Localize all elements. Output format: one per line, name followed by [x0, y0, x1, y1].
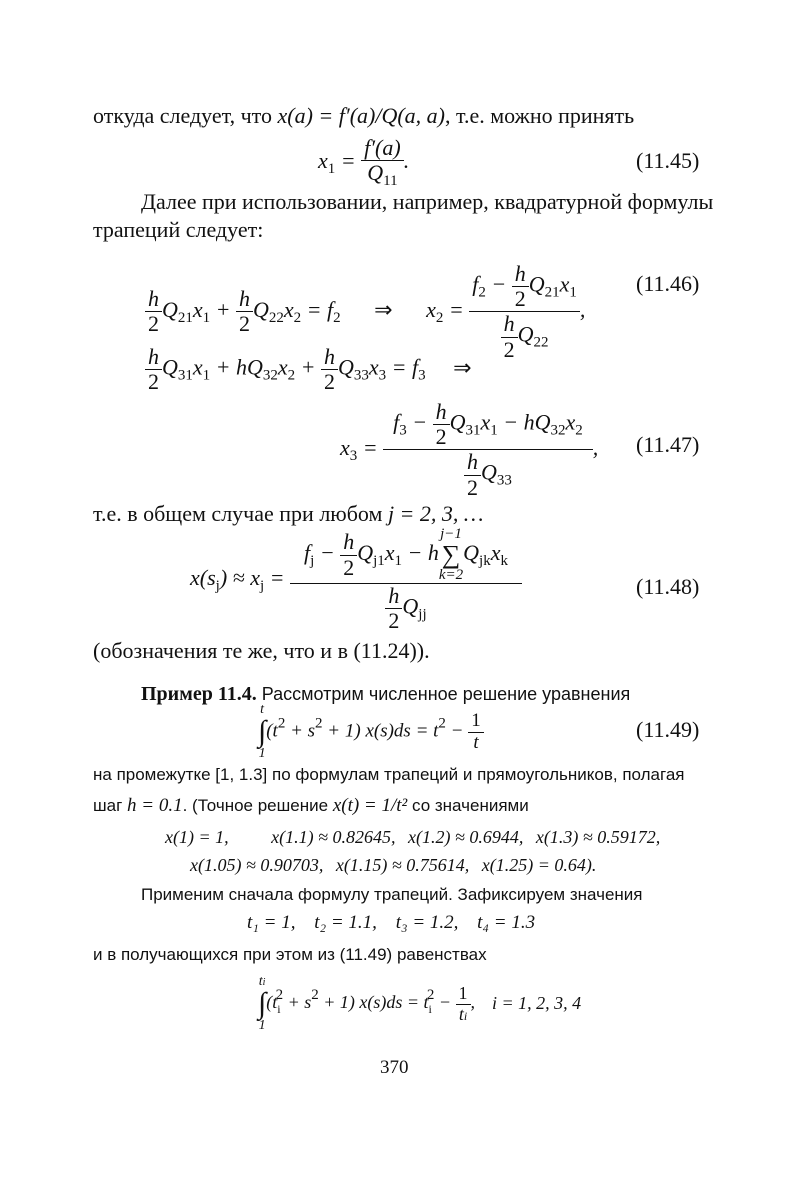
node-t3: t₃ = 1.2,: [395, 912, 459, 933]
step-text: [93, 795, 529, 817]
eq-number-11-47: (11.47): [636, 432, 700, 457]
paragraph-trapezoid: Далее при использовании, например, квадратурной формулы: [141, 189, 714, 214]
page-number: 370: [380, 1057, 409, 1078]
equation-11-45: $x_1$ = $\frac{f'(a)}{Q_{11}}$ .: [318, 135, 410, 190]
equation-final: ti ∫ 1 $(t_i^2 + s^2 + 1) x(s)ds = t_i^2$ − $\frac{1}{ti}$ ,: [258, 974, 475, 1033]
value-x105: x(1.05) ≈ 0.90703,: [190, 855, 324, 875]
general-case-j: j = 2, 3, …: [387, 501, 484, 526]
equation-11-49: t ∫ 1 $(t^2 + s^2 + 1) x(s)ds = t^2$ − $\frac{1}{t}$: [258, 703, 484, 761]
line1-prefix: откуда следует, что: [93, 103, 273, 128]
text-line-1: [93, 103, 634, 129]
equation-11-47-b: $x_3$ = $f_3$ − $\frac{h}{2}$ $Q_{31}x_1 - hQ_{32}x_2$ $\frac{h}{2}$ $Q_{33}$ ,: [340, 399, 599, 500]
nodes-line: [247, 912, 535, 934]
step-value: h = 0.1: [127, 795, 183, 816]
exact-solution: x(t) = 1/t²: [332, 795, 408, 816]
notation-text: (обозначения те же, что и в (11.24)).: [93, 638, 430, 663]
interval-text: на промежутке [1, 1.3] по формулам трапеций и прямоугольников, полагая: [93, 765, 685, 784]
general-case-text: [93, 501, 483, 527]
value-x13: x(1.3) ≈ 0.59172,: [535, 827, 661, 847]
index-range: i = 1, 2, 3, 4: [492, 993, 582, 1013]
example-title: Пример 11.4.: [141, 683, 257, 705]
value-x1: x(1) = 1,: [165, 827, 229, 847]
node-t4: t₄ = 1.3: [477, 912, 536, 933]
node-t1: t₁ = 1,: [247, 912, 296, 933]
example-intro: Рассмотрим численное решение уравнения: [261, 684, 631, 704]
eq-number-11-48: (11.48): [636, 574, 700, 599]
general-case-label: т.е. в общем случае при любом: [93, 501, 383, 526]
equation-11-48: $x(s_j) \approx x_j$ = $f_j$ − $\frac{h}{2}$ $Q_{j1}x_1 - h$ j−1 ∑ k=2 $Q_{jk}x_k$ $\frac{h}{2}$ $Q_{jj}$: [190, 527, 522, 633]
exact-suffix: со значениями: [412, 796, 529, 815]
line1-suffix: , т.е. можно принять: [445, 103, 635, 128]
equation-11-47-a: $\frac{h}{2}$ $Q_{31}x_1 + hQ_{32}x_2$ + $\frac{h}{2}$ $Q_{33}x_3 = f_3$ ⇒: [145, 345, 472, 394]
eq-number-11-46: (11.46): [636, 271, 700, 296]
resulting-text: и в получающихся при этом из (11.49) равенствах: [93, 945, 487, 964]
node-t2: t₂ = 1.1,: [314, 912, 377, 933]
apply-text: Применим сначала формулу трапеций. Зафиксируем значения: [141, 885, 643, 904]
line1-formula: x(a) = f′(a)/Q(a, a): [277, 103, 446, 128]
value-x115: x(1.15) ≈ 0.75614,: [335, 855, 470, 875]
step-prefix: шаг: [93, 796, 123, 815]
equation-11-46: $\frac{h}{2}$ $Q_{21}x_1$ + $\frac{h}{2}$ $Q_{22}x_2 = f_2$ ⇒ $x_2$ = $f_2$ − $\frac{h}{2}$ $Q_{21}x_1$ $\frac{h}{2}$ $Q_{22}$ ,: [145, 262, 585, 362]
value-x12: x(1.2) ≈ 0.6944,: [407, 827, 524, 847]
eq-number-11-49: (11.49): [636, 717, 700, 742]
paragraph-trapezoid-2: трапеций следует:: [93, 217, 264, 242]
eq-number-11-45: (11.45): [636, 148, 700, 173]
values-row-2: [190, 855, 596, 876]
step-suffix: . (Точное решение: [182, 796, 329, 815]
values-row-1: [165, 827, 660, 848]
value-x11: x(1.1) ≈ 0.82645,: [271, 827, 396, 847]
value-x125: x(1.25) = 0.64).: [481, 855, 597, 875]
